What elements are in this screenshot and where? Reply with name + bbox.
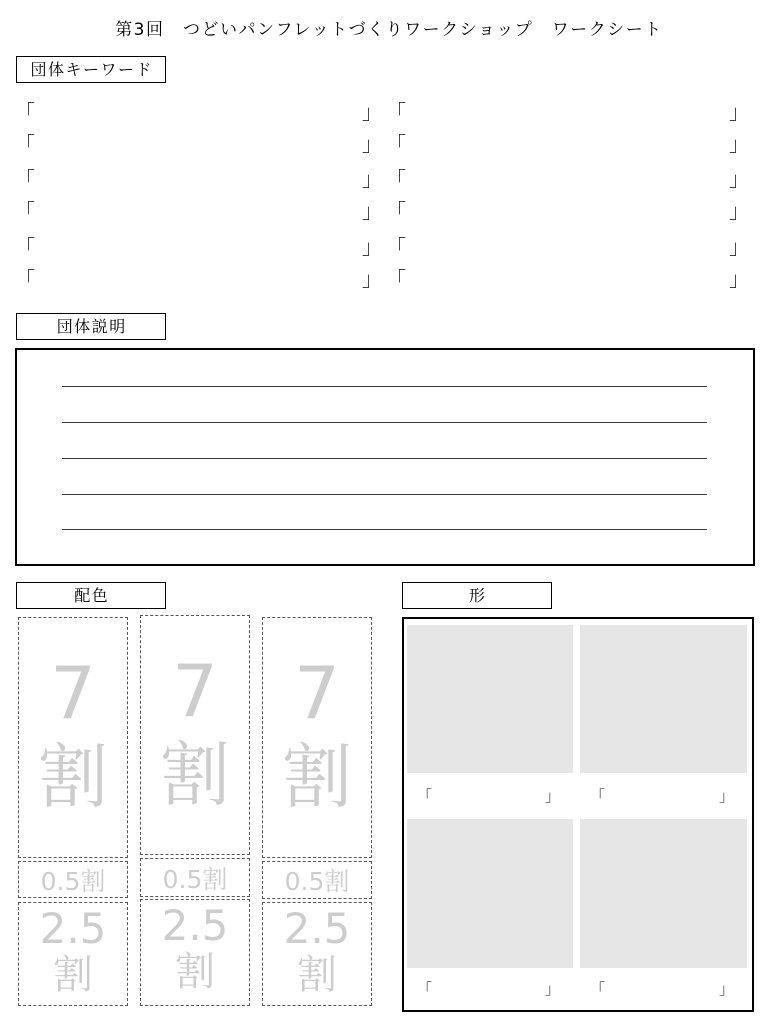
bracket-close: 」 xyxy=(729,267,749,291)
bracket-close: 」 xyxy=(719,787,735,805)
accent-color-ratio: 0.5割 xyxy=(162,864,228,894)
bracket-open: 「 xyxy=(15,199,35,223)
color-scheme-label: 配色 xyxy=(16,582,166,609)
main-color-swatch xyxy=(18,617,128,858)
description-label: 団体説明 xyxy=(16,313,166,340)
main-color-ratio-value: 7 xyxy=(50,651,96,735)
bracket-close: 」 xyxy=(362,199,382,223)
keyword-slot xyxy=(15,201,382,223)
main-color-ratio-unit: 割 xyxy=(282,736,352,818)
shape-caption xyxy=(580,789,747,805)
shape-placeholder xyxy=(580,819,747,968)
shape-caption xyxy=(580,982,747,998)
main-color-ratio-unit: 割 xyxy=(38,736,108,818)
bracket-close: 」 xyxy=(362,132,382,156)
bracket-open: 「 xyxy=(590,980,606,998)
keyword-slot xyxy=(386,201,749,223)
keyword-slot xyxy=(386,269,749,291)
sub-color-swatch xyxy=(140,899,250,1006)
shape-caption xyxy=(407,789,573,805)
keyword-slot xyxy=(386,102,749,124)
bracket-close: 」 xyxy=(545,980,561,998)
accent-color-swatch xyxy=(18,861,128,898)
shapes-frame xyxy=(402,617,754,1012)
bracket-close: 」 xyxy=(719,980,735,998)
bracket-close: 」 xyxy=(545,787,561,805)
bracket-close: 」 xyxy=(362,167,382,191)
sub-color-ratio-value: 2.5 xyxy=(161,901,229,950)
bracket-open: 「 xyxy=(386,132,406,156)
accent-color-swatch xyxy=(262,861,372,899)
bracket-close: 」 xyxy=(362,100,382,124)
shape-placeholder xyxy=(407,625,573,773)
sub-color-ratio-unit: 割 xyxy=(175,949,215,995)
keyword-slot xyxy=(15,169,382,191)
main-color-swatch xyxy=(140,615,250,855)
writing-line xyxy=(62,458,707,459)
shapes-label: 形 xyxy=(402,582,552,609)
bracket-close: 」 xyxy=(729,100,749,124)
main-color-ratio-unit: 割 xyxy=(160,734,230,816)
keywords-label: 団体キーワード xyxy=(16,56,166,83)
shape-caption xyxy=(407,982,573,998)
keyword-slot xyxy=(15,237,382,259)
bracket-open: 「 xyxy=(15,235,35,259)
bracket-close: 」 xyxy=(362,267,382,291)
accent-color-ratio: 0.5割 xyxy=(284,867,350,896)
bracket-close: 」 xyxy=(729,235,749,259)
shape-placeholder xyxy=(580,625,747,773)
bracket-open: 「 xyxy=(15,100,35,124)
writing-line xyxy=(62,386,707,387)
bracket-open: 「 xyxy=(15,132,35,156)
writing-line xyxy=(62,422,707,423)
sub-color-swatch xyxy=(18,902,128,1006)
sub-color-ratio-value: 2.5 xyxy=(283,904,351,953)
bracket-close: 」 xyxy=(729,199,749,223)
bracket-close: 」 xyxy=(729,132,749,156)
keyword-slot xyxy=(386,134,749,156)
main-color-ratio-value: 7 xyxy=(294,651,340,735)
bracket-close: 」 xyxy=(362,235,382,259)
sub-color-swatch xyxy=(262,902,372,1006)
writing-line xyxy=(62,494,707,495)
keyword-slot xyxy=(15,134,382,156)
bracket-open: 「 xyxy=(15,267,35,291)
bracket-open: 「 xyxy=(386,167,406,191)
bracket-open: 「 xyxy=(590,787,606,805)
main-color-swatch xyxy=(262,617,372,858)
bracket-open: 「 xyxy=(417,980,433,998)
writing-line xyxy=(62,529,707,530)
bracket-close: 」 xyxy=(729,167,749,191)
bracket-open: 「 xyxy=(386,235,406,259)
sub-color-ratio-unit: 割 xyxy=(53,952,93,998)
bracket-open: 「 xyxy=(15,167,35,191)
bracket-open: 「 xyxy=(386,267,406,291)
keyword-slot xyxy=(386,237,749,259)
accent-color-swatch xyxy=(140,858,250,897)
accent-color-ratio: 0.5割 xyxy=(40,866,106,896)
sub-color-ratio-value: 2.5 xyxy=(39,904,107,953)
sub-color-ratio-unit: 割 xyxy=(297,952,337,998)
bracket-open: 「 xyxy=(417,787,433,805)
shape-placeholder xyxy=(407,819,573,968)
main-color-ratio-value: 7 xyxy=(172,649,218,733)
keyword-slot xyxy=(15,102,382,124)
keyword-slot xyxy=(386,169,749,191)
keyword-slot xyxy=(15,269,382,291)
worksheet-title: 第3回 つどいパンフレットづくりワークショップ ワークシート xyxy=(115,20,663,40)
bracket-open: 「 xyxy=(386,199,406,223)
bracket-open: 「 xyxy=(386,100,406,124)
description-writing-area xyxy=(15,348,755,566)
